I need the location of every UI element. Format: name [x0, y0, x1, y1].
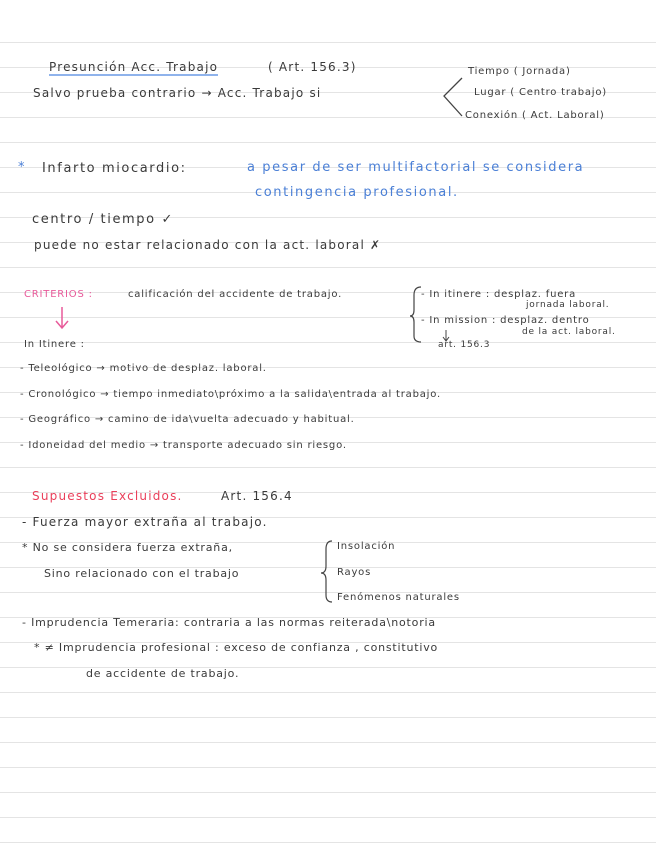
excluidos-brace-icon — [321, 541, 332, 602]
centro-tiempo-line: centro / tiempo ✓ — [32, 212, 174, 227]
in-itinere-heading: In Itinere : — [24, 339, 85, 350]
small-down-arrow-icon — [443, 330, 449, 341]
infarto-note-line1: a pesar de ser multifactorial se considera — [247, 160, 585, 175]
in-itinere-definition-cont: jornada laboral. — [526, 300, 610, 310]
criterios-heading: CRITERIOS : — [24, 289, 93, 300]
criterio-teleologico: - Teleológico → motivo de desplaz. laboral. — [20, 363, 267, 374]
presuncion-line: Salvo prueba contrario → Acc. Trabajo si — [33, 86, 322, 100]
in-itinere-definition: - In itinere : desplaz. fuera — [421, 289, 577, 300]
excluido-insolacion: Insolación — [337, 541, 396, 552]
branch-lugar: Lugar ( Centro trabajo) — [474, 87, 607, 98]
excluido-rayos: Rayos — [337, 567, 372, 578]
article-reference: ( Art. 156.3) — [268, 60, 357, 74]
criterio-cronologico: - Cronológico → tiempo inmediato\próximo a la salida\entrada al trabajo. — [20, 389, 441, 400]
no-fuerza-extrana-line: * No se considera fuerza extraña, — [22, 541, 233, 554]
fuerza-mayor-line: - Fuerza mayor extraña al trabajo. — [22, 515, 268, 529]
criterios-brace-icon — [410, 287, 421, 342]
star-marker: * — [18, 160, 27, 175]
article-156-4: Art. 156.4 — [221, 489, 293, 503]
pink-down-arrow-icon — [56, 307, 68, 328]
branch-bracket-icon — [444, 78, 462, 116]
criterio-idoneidad: - Idoneidad del medio → transporte adecuado sin riesgo. — [20, 440, 347, 451]
imprudencia-temeraria-line: - Imprudencia Temeraria: contraria a las normas reiterada\notoria — [22, 616, 436, 629]
branch-conexion: Conexión ( Act. Laboral) — [465, 110, 605, 121]
supuestos-excluidos-title: Supuestos Excluidos. — [32, 489, 183, 503]
relacionado-trabajo-line: Sino relacionado con el trabajo — [44, 567, 240, 580]
accidente-trabajo-line: de accidente de trabajo. — [86, 667, 240, 680]
criterio-geografico: - Geográfico → camino de ida\vuelta adecuado y habitual. — [20, 414, 355, 425]
article-156-3: art. 156.3 — [438, 340, 491, 350]
excluido-fenomenos: Fenómenos naturales — [337, 592, 460, 603]
infarto-label: Infarto miocardio: — [42, 161, 187, 176]
calificacion-text: calificación del accidente de trabajo. — [128, 289, 343, 300]
no-relacionado-line: puede no estar relacionado con la act. laboral ✗ — [34, 238, 382, 252]
in-mission-definition-cont: de la act. laboral. — [522, 327, 616, 337]
infarto-note-line2: contingencia profesional. — [255, 185, 459, 200]
imprudencia-profesional-line: * ≠ Imprudencia profesional : exceso de confianza , constitutivo — [34, 641, 439, 654]
section-title-presuncion: Presunción Acc. Trabajo — [49, 60, 219, 74]
branch-tiempo: Tiempo ( Jornada) — [468, 66, 571, 77]
in-mission-definition: - In mission : desplaz. dentro — [421, 315, 590, 326]
